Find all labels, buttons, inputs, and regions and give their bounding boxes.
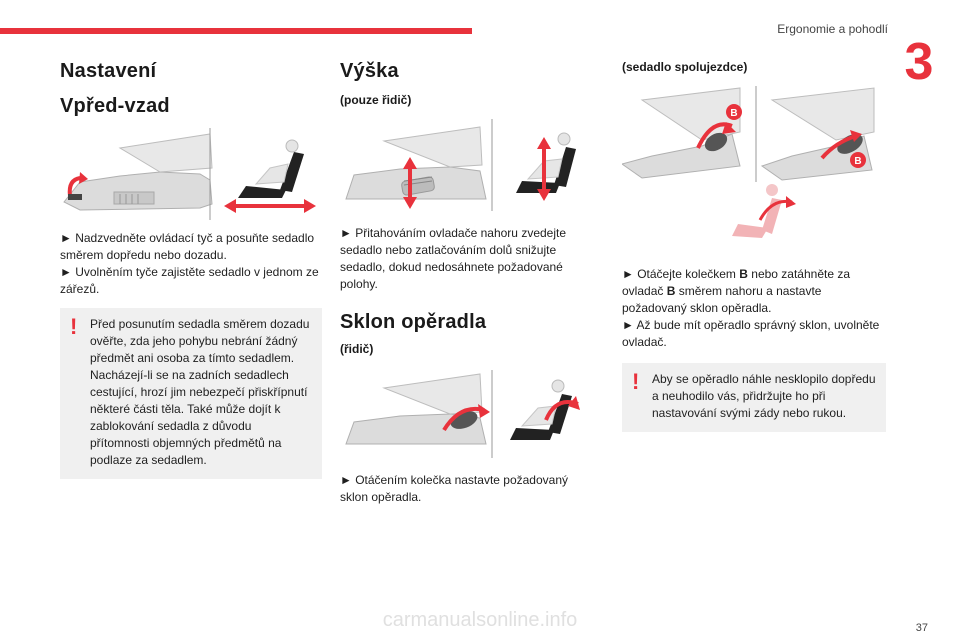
backrest-illustration [340,370,580,458]
warning-box-backrest [622,363,886,432]
warning-icon: ! [70,314,78,339]
chapter-number: 3 [904,33,934,91]
warning-text-2: Aby se opěradlo náhle nesklopilo dopředu a neuhodilo vás, přidržujte ho při nastavování svými zády nebo rukou. [652,372,876,420]
seat-slide-icon [60,128,322,220]
chapter-title: Ergonomie a pohodlí [777,22,888,36]
passenger-backrest-illustration [622,86,886,252]
step-text-c: nebo zatáhněte za ovladač [622,267,851,298]
section-heading-settings: Nastavení [60,60,157,82]
fore-aft-step-1: ► Nadzvedněte ovládací tyč a posuňte sedadlo směrem dopředu nebo dozadu. [60,231,315,262]
step-text-e: směrem nahoru a nastavte požadovaný sklon opěradla. [622,284,822,315]
column-2 [340,60,580,506]
control-b-label-2: B [666,284,676,298]
height-step-1: ► Přitahováním ovladače nahoru zvedejte sedadlo nebo zatlačováním dolů snižujte sedadlo, dokud nedosáhnete požadované polohy. [340,226,567,291]
warning-icon-2: ! [632,369,640,394]
height-illustration [340,119,580,211]
column-3 [622,60,886,432]
passenger-step-1 [622,266,886,317]
driver-only-note: (pouze řidič) [340,93,412,107]
badge-b-left: B [730,108,738,119]
seat-height-icon [340,119,580,211]
badge-b-right: B [854,156,862,167]
backrest-step-1: ► Otáčením kolečka nastavte požadovaný sklon opěradla. [340,473,568,504]
passenger-recline-icon [622,86,886,252]
warning-box-fore-aft [60,308,322,479]
driver-note: (řidič) [340,342,374,356]
chapter-accent-bar [0,28,472,34]
column-1 [60,60,322,479]
section-heading-height: Výška [340,60,399,82]
warning-text: Před posunutím sedadla směrem dozadu ověřte, zda jeho pohybu nebrání žádný předmět ani osoba za tímto sedadlem. Nacházejí-li se na zadních sedadlech cestující, hrozí jim nebezpečí přiskřípnutí některé části těla. Také může dojít k zablokování sedadla z důvodu přítomnosti objemných předmětů na podlaze za sedadlem. [90,317,310,467]
passenger-step-2: ► Až bude mít opěradlo správný sklon, uvolněte ovladač. [622,318,880,349]
step-text-a: ► Otáčejte kolečkem [622,267,740,281]
section-heading-fore-aft: Vpřed-vzad [60,95,170,117]
fore-aft-illustration [60,128,322,220]
fore-aft-step-2: ► Uvolněním tyče zajistěte sedadlo v jednom ze zářezů. [60,265,319,296]
control-b-label: B [739,267,748,281]
passenger-seat-note: (sedadlo spolujezdce) [622,60,748,74]
page-number: 37 [915,622,928,634]
watermark: carmanualsonline.info [382,609,578,631]
section-heading-backrest: Sklon opěradla [340,311,487,333]
backrest-recline-icon [340,370,580,458]
